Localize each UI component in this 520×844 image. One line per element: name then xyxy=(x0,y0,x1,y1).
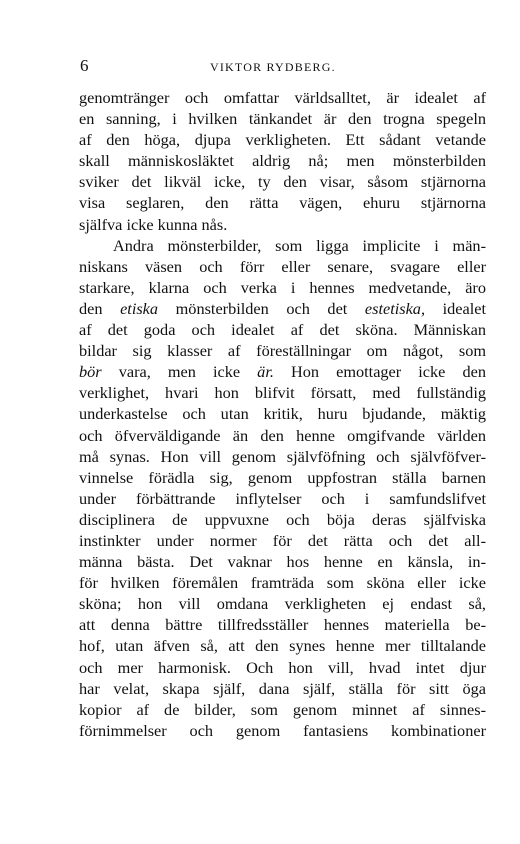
text-line xyxy=(79,298,486,319)
text-line xyxy=(79,530,486,551)
page-number: 6 xyxy=(80,56,89,75)
text-segment: och mer harmonisk. Och hon vill, hvad intet djur xyxy=(79,657,486,677)
text-segment: förnimmelser och genom fantasiens kombinationer xyxy=(79,720,486,740)
text-segment: underkastelse och utan kritik, huru bjudande, mäktig xyxy=(79,404,486,424)
text-line xyxy=(79,361,486,382)
text-line xyxy=(79,614,486,635)
running-title: VIKTOR RYDBERG. xyxy=(210,60,336,74)
text-line xyxy=(79,87,486,108)
text-line xyxy=(79,509,486,530)
text-segment: mönsterbilden och det xyxy=(158,298,365,318)
text-line xyxy=(79,340,486,361)
text-segment: skall människosläktet aldrig nå; men mönsterbilden xyxy=(79,151,486,171)
text-segment: verklighet, hvari hon blifvit försatt, med fullständig xyxy=(79,383,486,403)
text-line xyxy=(79,108,486,129)
text-line xyxy=(79,129,486,150)
text-segment: den xyxy=(79,298,121,318)
text-segment: visa seglaren, den rätta vägen, ehuru stjärnorna xyxy=(79,193,486,213)
text-segment: af det goda och idealet af det sköna. Människan xyxy=(79,320,486,340)
italic-word: etiska xyxy=(120,298,159,318)
text-line xyxy=(79,214,486,235)
italic-word: estetiska, xyxy=(364,298,426,318)
text-line xyxy=(79,319,486,340)
text-segment: idealet xyxy=(425,298,486,318)
text-segment: Andra mönsterbilder, som ligga implicite i män- xyxy=(113,235,486,255)
text-segment: bildar sig klasser af föreställningar om något, som xyxy=(79,341,486,361)
text-line xyxy=(79,635,486,656)
text-line xyxy=(79,593,486,614)
text-line xyxy=(79,699,486,720)
text-segment: sviker det likväl icke, ty den visar, såsom stjärnorna xyxy=(79,172,486,192)
text-segment: vinnelse förädla sig, genom uppfostran ställa barnen xyxy=(79,467,486,487)
text-line xyxy=(79,425,486,446)
text-segment: niskans väsen och förr eller senare, svagare eller xyxy=(79,256,486,276)
text-line xyxy=(79,446,486,467)
text-line xyxy=(79,171,486,192)
text-segment: och öfverväldigande än den henne omgifvande världen xyxy=(79,425,486,445)
text-segment: att denna bättre tillfredsställer hennes materiella be- xyxy=(79,615,486,635)
text-segment: starkare, klarna och verka i hennes medvetande, äro xyxy=(79,277,486,297)
text-segment: må synas. Hon vill genom självföfning och självföfver- xyxy=(79,446,486,466)
text-segment: Hon emottager icke den xyxy=(273,362,486,382)
text-line xyxy=(79,235,486,256)
text-line xyxy=(79,256,486,277)
text-segment: för hvilken föremålen framträda som sköna eller icke xyxy=(79,573,486,593)
italic-word: är. xyxy=(257,362,274,382)
text-line xyxy=(79,150,486,171)
text-segment: instinkter under normer för det rätta och det all- xyxy=(79,530,486,550)
text-line xyxy=(79,403,486,424)
text-segment: under förbättrande inflytelser och i samfundslifvet xyxy=(79,488,486,508)
text-segment: genomtränger och omfattar världsalltet, är idealet af xyxy=(79,88,486,107)
text-segment: disciplinera de uppvuxne och böja deras själfviska xyxy=(79,509,486,529)
text-line xyxy=(79,657,486,678)
text-line xyxy=(79,488,486,509)
text-segment: sköna; hon vill omdana verkligheten ej endast så, xyxy=(79,594,486,614)
running-head xyxy=(80,56,490,76)
text-line xyxy=(79,192,486,213)
text-line xyxy=(79,467,486,488)
text-segment: själfva icke kunna nås. xyxy=(79,214,228,234)
text-segment: har velat, skapa själf, dana själf, ställa för sitt öga xyxy=(79,678,486,698)
text-segment: hof, utan äfven så, att den synes henne mer tilltalande xyxy=(79,636,486,656)
text-segment: vara, men icke xyxy=(101,362,258,382)
text-line xyxy=(79,720,486,741)
text-line xyxy=(79,382,486,403)
text-segment: af den höga, djupa verkligheten. Ett sådant vetande xyxy=(79,130,486,150)
text-line xyxy=(79,572,486,593)
text-line xyxy=(79,277,486,298)
text-segment: kopior af de bilder, som genom minnet af sinnes- xyxy=(79,699,486,719)
text-line xyxy=(79,678,486,699)
text-line xyxy=(79,551,486,572)
italic-word: bör xyxy=(79,362,102,382)
body-text xyxy=(79,87,486,741)
text-segment: männa bästa. Det vaknar hos henne en känsla, in- xyxy=(79,552,486,572)
text-segment: en sanning, i hvilken tänkandet är den trogna spegeln xyxy=(79,109,486,129)
